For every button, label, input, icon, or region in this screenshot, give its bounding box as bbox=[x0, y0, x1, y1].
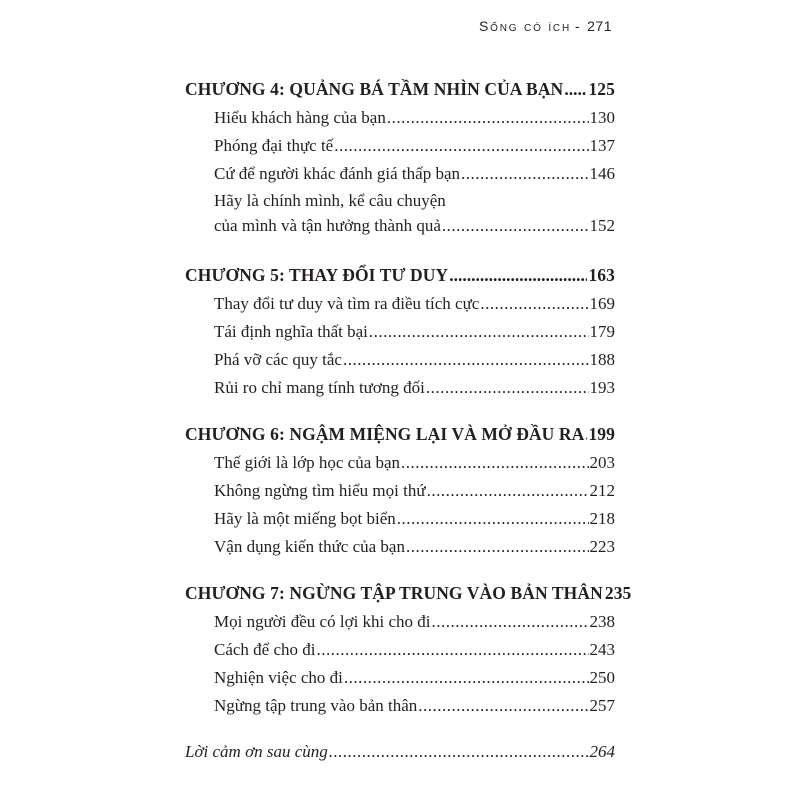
chapter-page-number: 235 bbox=[604, 583, 632, 603]
section-entry[interactable] bbox=[185, 290, 615, 318]
chapter-4-entry[interactable] bbox=[185, 75, 615, 104]
section-entry[interactable] bbox=[185, 608, 615, 636]
spacer bbox=[185, 402, 615, 420]
section-title: Mọi người đều có lợi khi cho đi bbox=[214, 612, 431, 631]
epilogue-title: Lời cảm ơn sau cùng bbox=[185, 742, 328, 761]
section-page-number: 218 bbox=[589, 509, 615, 528]
spacer bbox=[185, 561, 615, 579]
section-entry[interactable] bbox=[185, 346, 615, 374]
section-page-number: 146 bbox=[589, 164, 615, 183]
dot-leader bbox=[344, 664, 589, 692]
chapter-7-entry[interactable] bbox=[185, 579, 632, 608]
section-page-number: 212 bbox=[589, 481, 615, 500]
section-title: Thế giới là lớp học của bạn bbox=[214, 453, 401, 472]
section-title: Cách để cho đi bbox=[214, 640, 316, 659]
table-of-contents bbox=[185, 75, 632, 766]
section-entry[interactable] bbox=[185, 449, 615, 477]
section-entry[interactable] bbox=[185, 374, 615, 402]
section-title: Hãy là một miếng bọt biển bbox=[214, 509, 396, 528]
section-title: Cứ để người khác đánh giá thấp bạn bbox=[214, 164, 460, 183]
dot-leader bbox=[564, 75, 587, 104]
dot-leader bbox=[401, 449, 588, 477]
section-page-number: 130 bbox=[589, 108, 615, 127]
dot-leader bbox=[406, 533, 589, 561]
chapter-4-block bbox=[185, 75, 615, 239]
chapter-6-entry[interactable] bbox=[185, 420, 615, 449]
dot-leader bbox=[329, 738, 589, 766]
dot-leader bbox=[426, 374, 589, 402]
chapter-page-number: 163 bbox=[588, 265, 615, 285]
section-entry[interactable] bbox=[185, 318, 615, 346]
section-entry[interactable] bbox=[185, 664, 615, 692]
chapter-title: CHƯƠNG 6: NGẬM MIỆNG LẠI VÀ MỞ ĐẦU RA bbox=[185, 424, 585, 444]
dot-leader bbox=[442, 213, 589, 239]
running-head-separator: - bbox=[574, 18, 582, 34]
dot-leader bbox=[585, 420, 587, 449]
dot-leader bbox=[461, 160, 589, 188]
section-entry[interactable] bbox=[185, 104, 615, 132]
chapter-title: CHƯƠNG 7: NGỪNG TẬP TRUNG VÀO BẢN THÂN bbox=[185, 583, 603, 603]
dot-leader bbox=[432, 608, 589, 636]
section-page-number: 179 bbox=[589, 322, 615, 341]
section-page-number: 223 bbox=[589, 537, 615, 556]
chapter-6-block bbox=[185, 420, 615, 561]
dot-leader bbox=[480, 290, 588, 318]
dot-leader bbox=[449, 261, 587, 290]
chapter-title: CHƯƠNG 4: QUẢNG BÁ TẦM NHÌN CỦA BẠN bbox=[185, 79, 564, 99]
section-page-number: 137 bbox=[589, 136, 615, 155]
running-head bbox=[479, 18, 612, 34]
section-title: Tái định nghĩa thất bại bbox=[214, 322, 368, 341]
section-page-number: 203 bbox=[589, 453, 615, 472]
section-entry[interactable] bbox=[185, 533, 615, 561]
section-title: Thay đổi tư duy và tìm ra điều tích cực bbox=[214, 294, 480, 313]
dot-leader bbox=[427, 477, 589, 505]
section-page-number: 243 bbox=[589, 640, 615, 659]
dot-leader bbox=[317, 636, 589, 664]
section-page-number: 169 bbox=[589, 294, 615, 313]
section-title-line2: của mình và tận hưởng thành quả bbox=[214, 216, 441, 235]
section-title: Phá vỡ các quy tắc bbox=[214, 350, 342, 369]
section-entry[interactable] bbox=[185, 132, 615, 160]
section-title-line1: Hãy là chính mình, kể câu chuyện bbox=[214, 191, 446, 210]
epilogue-page-number: 264 bbox=[589, 742, 615, 761]
section-title: Nghiện việc cho đi bbox=[214, 668, 343, 687]
dot-leader bbox=[397, 505, 589, 533]
section-entry[interactable] bbox=[185, 505, 615, 533]
section-title: Ngừng tập trung vào bản thân bbox=[214, 696, 418, 715]
section-page-number: 188 bbox=[589, 350, 615, 369]
section-title: Vận dụng kiến thức của bạn bbox=[214, 537, 405, 556]
chapter-page-number: 125 bbox=[588, 79, 615, 99]
section-page-number: 250 bbox=[589, 668, 615, 687]
chapter-title: CHƯƠNG 5: THAY ĐỔI TƯ DUY bbox=[185, 265, 449, 285]
dot-leader bbox=[343, 346, 589, 374]
dot-leader bbox=[369, 318, 589, 346]
spacer bbox=[185, 239, 615, 261]
section-title: Hiểu khách hàng của bạn bbox=[214, 108, 386, 127]
running-head-title: Sống có ích bbox=[479, 18, 571, 34]
spacer bbox=[185, 720, 615, 738]
chapter-page-number: 199 bbox=[588, 424, 615, 444]
section-page-number: 257 bbox=[589, 696, 615, 715]
epilogue-entry[interactable] bbox=[185, 738, 615, 766]
dot-leader bbox=[418, 692, 588, 720]
section-entry[interactable] bbox=[185, 636, 615, 664]
dot-leader bbox=[334, 132, 588, 160]
chapter-5-block bbox=[185, 261, 615, 402]
section-page-number: 152 bbox=[589, 216, 615, 235]
section-entry-multiline[interactable] bbox=[185, 188, 615, 239]
section-title: Không ngừng tìm hiểu mọi thứ bbox=[214, 481, 426, 500]
chapter-5-entry[interactable] bbox=[185, 261, 615, 290]
section-title: Phóng đại thực tế bbox=[214, 136, 334, 155]
section-title: Rủi ro chỉ mang tính tương đối bbox=[214, 378, 425, 397]
page-number: 271 bbox=[587, 18, 612, 34]
section-page-number: 193 bbox=[589, 378, 615, 397]
section-entry[interactable] bbox=[185, 692, 615, 720]
section-entry[interactable] bbox=[185, 160, 615, 188]
section-page-number: 238 bbox=[589, 612, 615, 631]
chapter-7-block bbox=[185, 579, 632, 720]
section-entry[interactable] bbox=[185, 477, 615, 505]
dot-leader bbox=[387, 104, 589, 132]
